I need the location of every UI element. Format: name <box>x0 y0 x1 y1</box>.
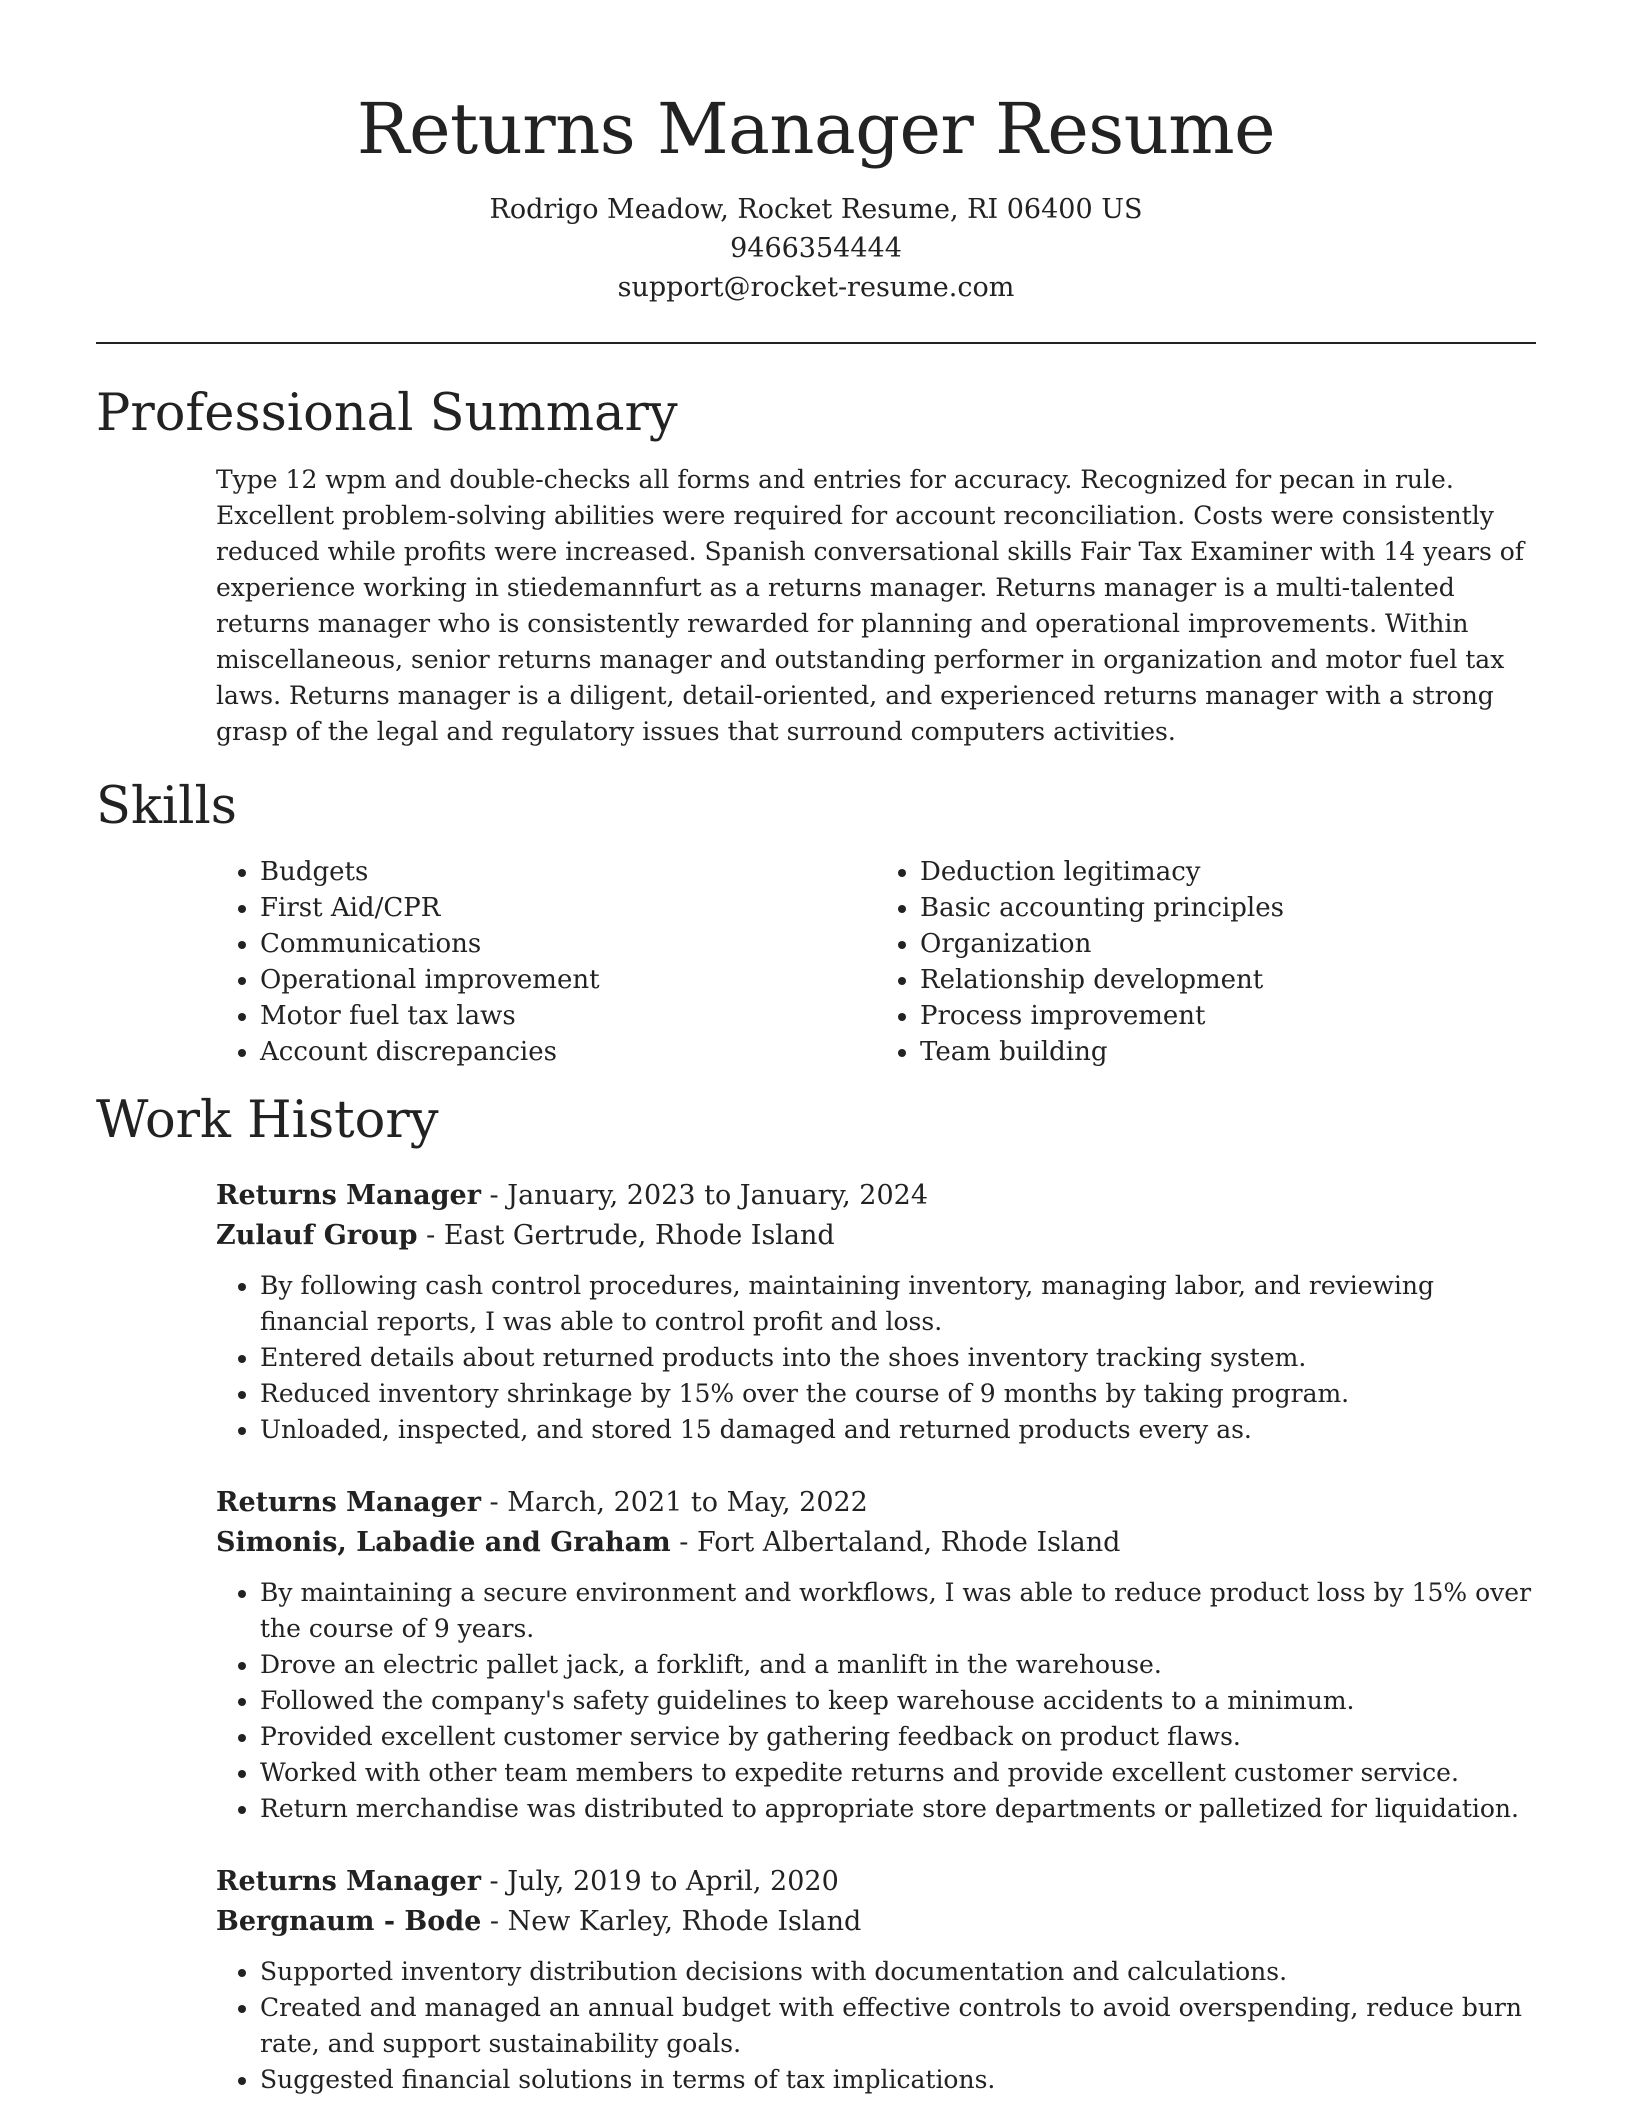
skill-item: • Deduction legitimacy <box>920 854 1536 890</box>
job-bullet: • Reduced inventory shrinkage by 15% over the course of 9 months by taking program. <box>260 1376 1536 1412</box>
job-bullet: • Unloaded, inspected, and stored 15 damaged and returned products every as. <box>260 1412 1536 1448</box>
skill-item: • Account discrepancies <box>260 1034 876 1070</box>
job-title-line <box>216 1483 1536 1523</box>
job-bullet: • Return merchandise was distributed to appropriate store departments or palletized for liquidation. <box>260 1791 1536 1827</box>
job-company-line <box>216 1523 1536 1563</box>
skill-item: • Team building <box>920 1034 1536 1070</box>
job-title: Returns Manager <box>216 1180 481 1211</box>
job-entry <box>216 1483 1536 1827</box>
job-location: - East Gertrude, Rhode Island <box>417 1220 835 1251</box>
summary-text: Type 12 wpm and double-checks all forms and entries for accuracy. Recognized for pecan in rule. Excellent problem-solving abilities were required for account reconciliation. Costs were consistently reduced while profits were increased. Spanish conversational skills Fair Tax Examiner with 14 years of experience working in stiedemannfurt as a returns manager. Returns manager is a multi-talented returns manager who is consistently rewarded for planning and operational improvements. Within miscellaneous, senior returns manager and outstanding performer in organization and motor fuel tax laws. Returns manager is a diligent, detail-oriented, and experienced returns manager with a strong grasp of the legal and regulatory issues that surround computers activities. <box>216 465 1525 746</box>
job-bullets <box>216 1954 1536 2098</box>
job-company-line <box>216 1902 1536 1942</box>
job-company-line <box>216 1216 1536 1256</box>
job-company: Simonis, Labadie and Graham <box>216 1527 671 1558</box>
job-dates: - March, 2021 to May, 2022 <box>480 1487 868 1518</box>
contact-email: support@rocket-resume.com <box>617 272 1015 303</box>
job-bullet: • Worked with other team members to expedite returns and provide excellent customer service. <box>260 1755 1536 1791</box>
skill-item: • Budgets <box>260 854 876 890</box>
resume-title: Returns Manager Resume <box>356 88 1276 170</box>
skill-item: • Basic accounting principles <box>920 890 1536 926</box>
header-divider <box>96 342 1536 344</box>
skills-heading: Skills <box>96 777 237 836</box>
job-bullet: • Entered details about returned products into the shoes inventory tracking system. <box>260 1340 1536 1376</box>
job-company: Bergnaum - Bode <box>216 1906 482 1937</box>
job-title: Returns Manager <box>216 1487 481 1518</box>
contact-address: Rodrigo Meadow, Rocket Resume, RI 06400 US <box>489 194 1143 225</box>
job-bullet: • Drove an electric pallet jack, a forklift, and a manlift in the warehouse. <box>260 1647 1536 1683</box>
skills-list <box>216 854 1536 1070</box>
skills-column-right <box>876 854 1536 1070</box>
job-bullets <box>216 1575 1536 1827</box>
job-bullet: • Suggested financial solutions in terms of tax implications. <box>260 2062 1536 2098</box>
skill-item: • Process improvement <box>920 998 1536 1034</box>
skill-item: • First Aid/CPR <box>260 890 876 926</box>
job-entry <box>216 1176 1536 1448</box>
skill-item: • Motor fuel tax laws <box>260 998 876 1034</box>
resume-header <box>0 0 1632 307</box>
summary-heading: Professional Summary <box>96 384 678 443</box>
work-history-heading: Work History <box>96 1091 439 1150</box>
job-bullet: • Followed the company's safety guidelines to keep warehouse accidents to a minimum. <box>260 1683 1536 1719</box>
contact-phone: 9466354444 <box>730 233 902 264</box>
job-dates: - July, 2019 to April, 2020 <box>480 1866 839 1897</box>
job-location: - Fort Albertaland, Rhode Island <box>670 1527 1121 1558</box>
job-location: - New Karley, Rhode Island <box>481 1906 862 1937</box>
skill-item: • Organization <box>920 926 1536 962</box>
job-dates: - January, 2023 to January, 2024 <box>480 1180 929 1211</box>
job-title-line <box>216 1176 1536 1216</box>
skill-item: • Relationship development <box>920 962 1536 998</box>
skill-item: • Operational improvement <box>260 962 876 998</box>
job-bullet: • By following cash control procedures, maintaining inventory, managing labor, and reviewing financial reports, I was able to control profit and loss. <box>260 1268 1536 1340</box>
job-company: Zulauf Group <box>216 1220 418 1251</box>
job-bullets <box>216 1268 1536 1448</box>
contact-block <box>0 190 1632 307</box>
job-bullet: • Created and managed an annual budget with effective controls to avoid overspending, reduce burn rate, and support sustainability goals. <box>260 1990 1536 2062</box>
skills-column-left <box>216 854 876 1070</box>
job-title-line <box>216 1862 1536 1902</box>
job-bullet: • Provided excellent customer service by gathering feedback on product flaws. <box>260 1719 1536 1755</box>
job-bullet: • Supported inventory distribution decisions with documentation and calculations. <box>260 1954 1536 1990</box>
job-entry <box>216 1862 1536 2098</box>
skill-item: • Communications <box>260 926 876 962</box>
job-title: Returns Manager <box>216 1866 481 1897</box>
job-bullet: • By maintaining a secure environment and workflows, I was able to reduce product loss by 15% over the course of 9 years. <box>260 1575 1536 1647</box>
